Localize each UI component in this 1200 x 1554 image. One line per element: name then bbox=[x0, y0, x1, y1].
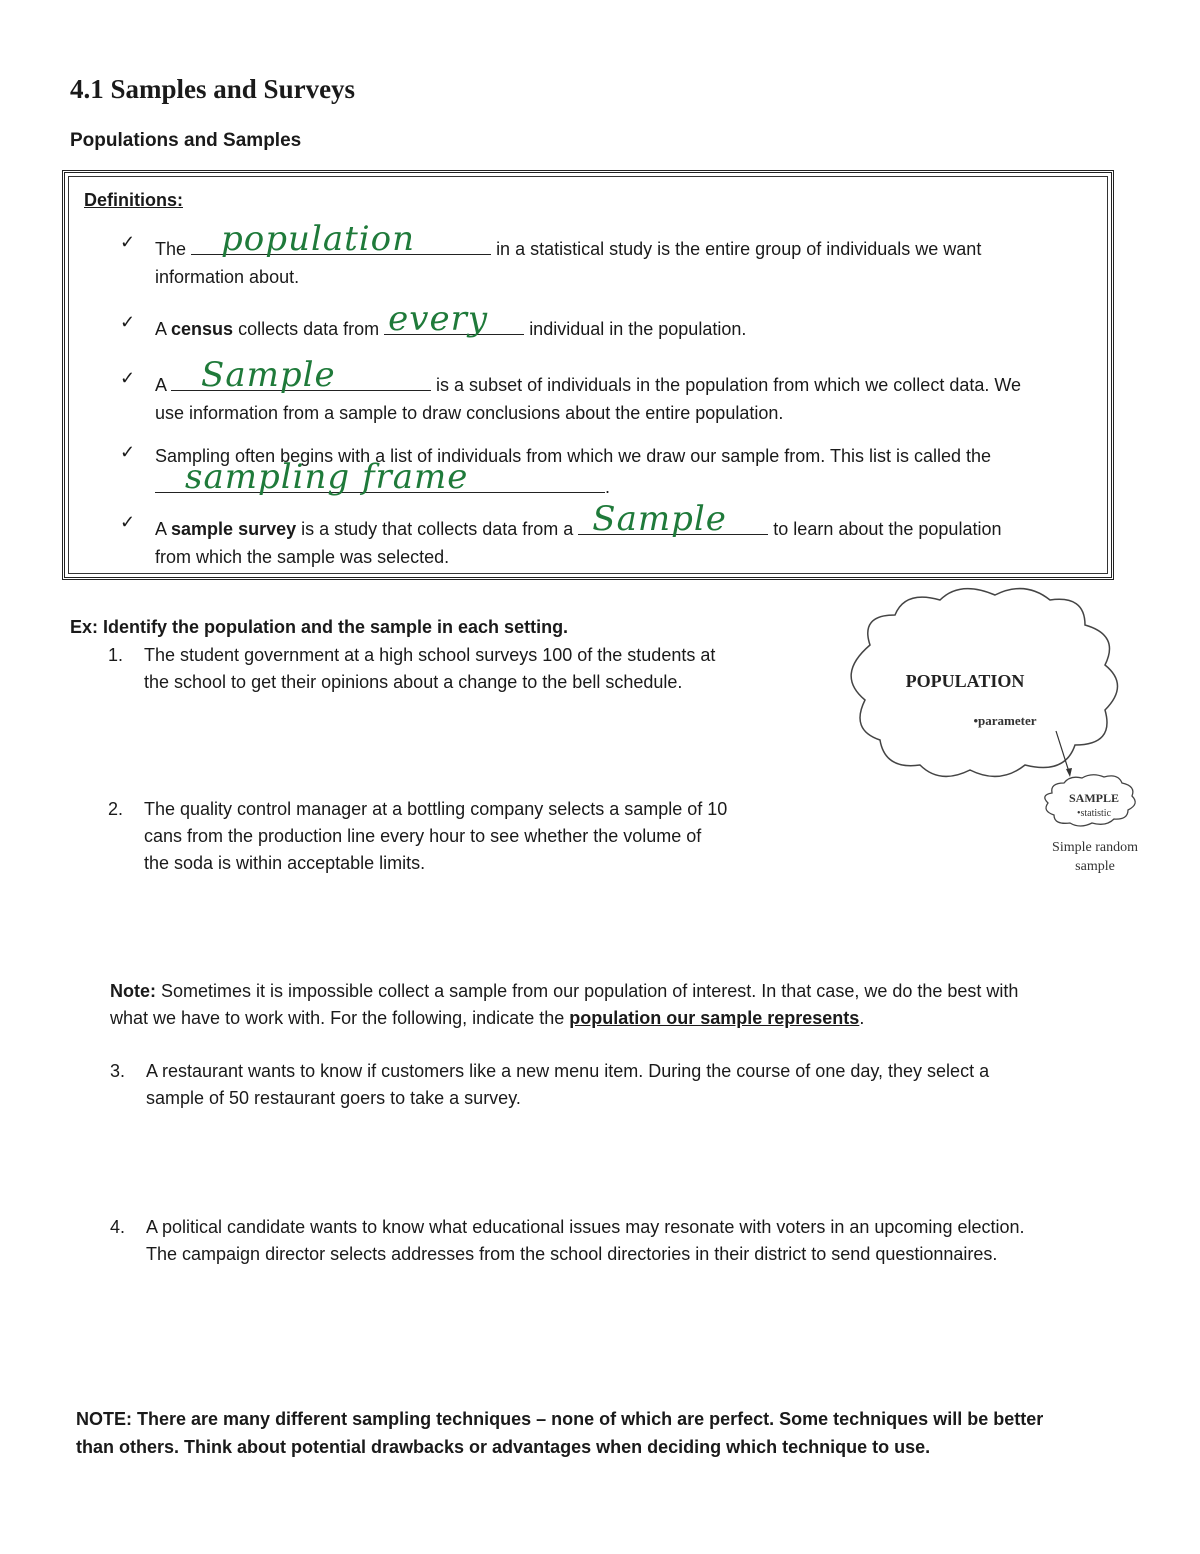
definition-text: to learn about the population bbox=[773, 519, 1002, 539]
population-sample-diagram bbox=[830, 585, 1160, 885]
definition-population bbox=[155, 219, 1095, 291]
definition-sample-survey bbox=[155, 499, 1095, 571]
definition-text: in a statistical study is the entire group of individuals we want bbox=[496, 239, 982, 259]
definition-text: is a subset of individuals in the population from which we collect data. We bbox=[436, 375, 1022, 395]
definition-text: A bbox=[155, 375, 167, 395]
definition-sampling-frame bbox=[155, 442, 1095, 501]
definition-text: The bbox=[155, 239, 187, 259]
handwritten-answer: Sample bbox=[201, 355, 336, 395]
question-text: The student government at a high school surveys 100 of the students at bbox=[144, 645, 716, 665]
note-label: Note: bbox=[110, 981, 156, 1001]
question-text: cans from the production line every hour to see whether the volume of bbox=[144, 826, 702, 846]
check-icon: ✓ bbox=[120, 232, 136, 252]
definition-text: Sampling often begins with a list of individuals from which we draw our sample from. This list is called the bbox=[155, 446, 992, 466]
definition-text: A bbox=[155, 319, 167, 339]
answer-blank bbox=[155, 457, 605, 497]
answer-blank bbox=[578, 499, 768, 539]
answer-blank bbox=[384, 299, 524, 339]
question-text: A political candidate wants to know what educational issues may resonate with voters in an upcoming election. bbox=[146, 1217, 1025, 1237]
question-number: 2. bbox=[108, 799, 124, 819]
example-heading: Ex: Identify the population and the sample in each setting. bbox=[70, 617, 569, 637]
check-icon: ✓ bbox=[120, 512, 136, 532]
definitions-heading: Definitions: bbox=[84, 190, 183, 210]
question-text: sample of 50 restaurant goers to take a survey. bbox=[146, 1088, 521, 1108]
note-emphasis: population our sample represents bbox=[569, 1008, 860, 1028]
page-title: 4.1 Samples and Surveys bbox=[70, 74, 356, 104]
definition-text: . bbox=[605, 477, 611, 497]
question-number: 4. bbox=[110, 1217, 126, 1237]
answer-blank bbox=[171, 355, 431, 395]
note-text: Sometimes it is impossible collect a sample from our population of interest. In that case, we do the best with bbox=[161, 981, 1019, 1001]
final-note-text: than others. Think about potential drawbacks or advantages when deciding which technique to use. bbox=[76, 1437, 931, 1457]
question-text: the school to get their opinions about a change to the bell schedule. bbox=[144, 672, 683, 692]
question-number: 1. bbox=[108, 645, 124, 665]
answer-blank bbox=[191, 219, 491, 259]
definition-term: sample survey bbox=[171, 519, 297, 539]
statistic-label: •statistic bbox=[1076, 808, 1112, 819]
handwritten-answer: every bbox=[388, 299, 489, 339]
definition-text: is a study that collects data from a bbox=[301, 519, 574, 539]
final-note bbox=[76, 1405, 1116, 1461]
definition-text: A bbox=[155, 519, 167, 539]
note-text: . bbox=[859, 1008, 865, 1028]
check-icon: ✓ bbox=[120, 368, 136, 388]
definition-term: census bbox=[171, 319, 234, 339]
definition-sample bbox=[155, 355, 1095, 427]
definition-text: collects data from bbox=[238, 319, 380, 339]
question-text: The campaign director selects addresses from the school directories in their district to send questionnaires. bbox=[146, 1244, 998, 1264]
definition-census bbox=[155, 299, 1095, 343]
arrow-head-icon bbox=[1066, 768, 1072, 777]
question-text: The quality control manager at a bottling company selects a sample of 10 bbox=[144, 799, 728, 819]
parameter-label: •parameter bbox=[973, 713, 1037, 728]
question-text: the soda is within acceptable limits. bbox=[144, 853, 426, 873]
sample-label: SAMPLE bbox=[1068, 791, 1120, 805]
handwritten-answer: population bbox=[221, 219, 415, 259]
check-icon: ✓ bbox=[120, 312, 136, 332]
handwritten-answer: Sample bbox=[592, 499, 727, 539]
final-note-text: NOTE: There are many different sampling techniques – none of which are perfect. Some techniques will be better bbox=[76, 1409, 1044, 1429]
note-text: what we have to work with. For the following, indicate the bbox=[110, 1008, 565, 1028]
question-text: A restaurant wants to know if customers like a new menu item. During the course of one day, they select a bbox=[146, 1061, 990, 1081]
population-label: POPULATION bbox=[905, 671, 1025, 691]
definition-text: from which the sample was selected. bbox=[155, 547, 450, 567]
check-icon: ✓ bbox=[120, 442, 136, 462]
section-subtitle: Populations and Samples bbox=[70, 130, 302, 151]
handwritten-answer: sampling frame bbox=[185, 457, 469, 497]
definition-text: information about. bbox=[155, 267, 300, 287]
arrow-line bbox=[1056, 731, 1070, 775]
question-number: 3. bbox=[110, 1061, 126, 1081]
definition-text: use information from a sample to draw conclusions about the entire population. bbox=[155, 403, 784, 423]
note-paragraph bbox=[110, 978, 1140, 1032]
definition-text: individual in the population. bbox=[529, 319, 747, 339]
diagram-caption-line1: Simple random bbox=[1052, 840, 1138, 855]
diagram-caption-line2: sample bbox=[1075, 859, 1115, 874]
